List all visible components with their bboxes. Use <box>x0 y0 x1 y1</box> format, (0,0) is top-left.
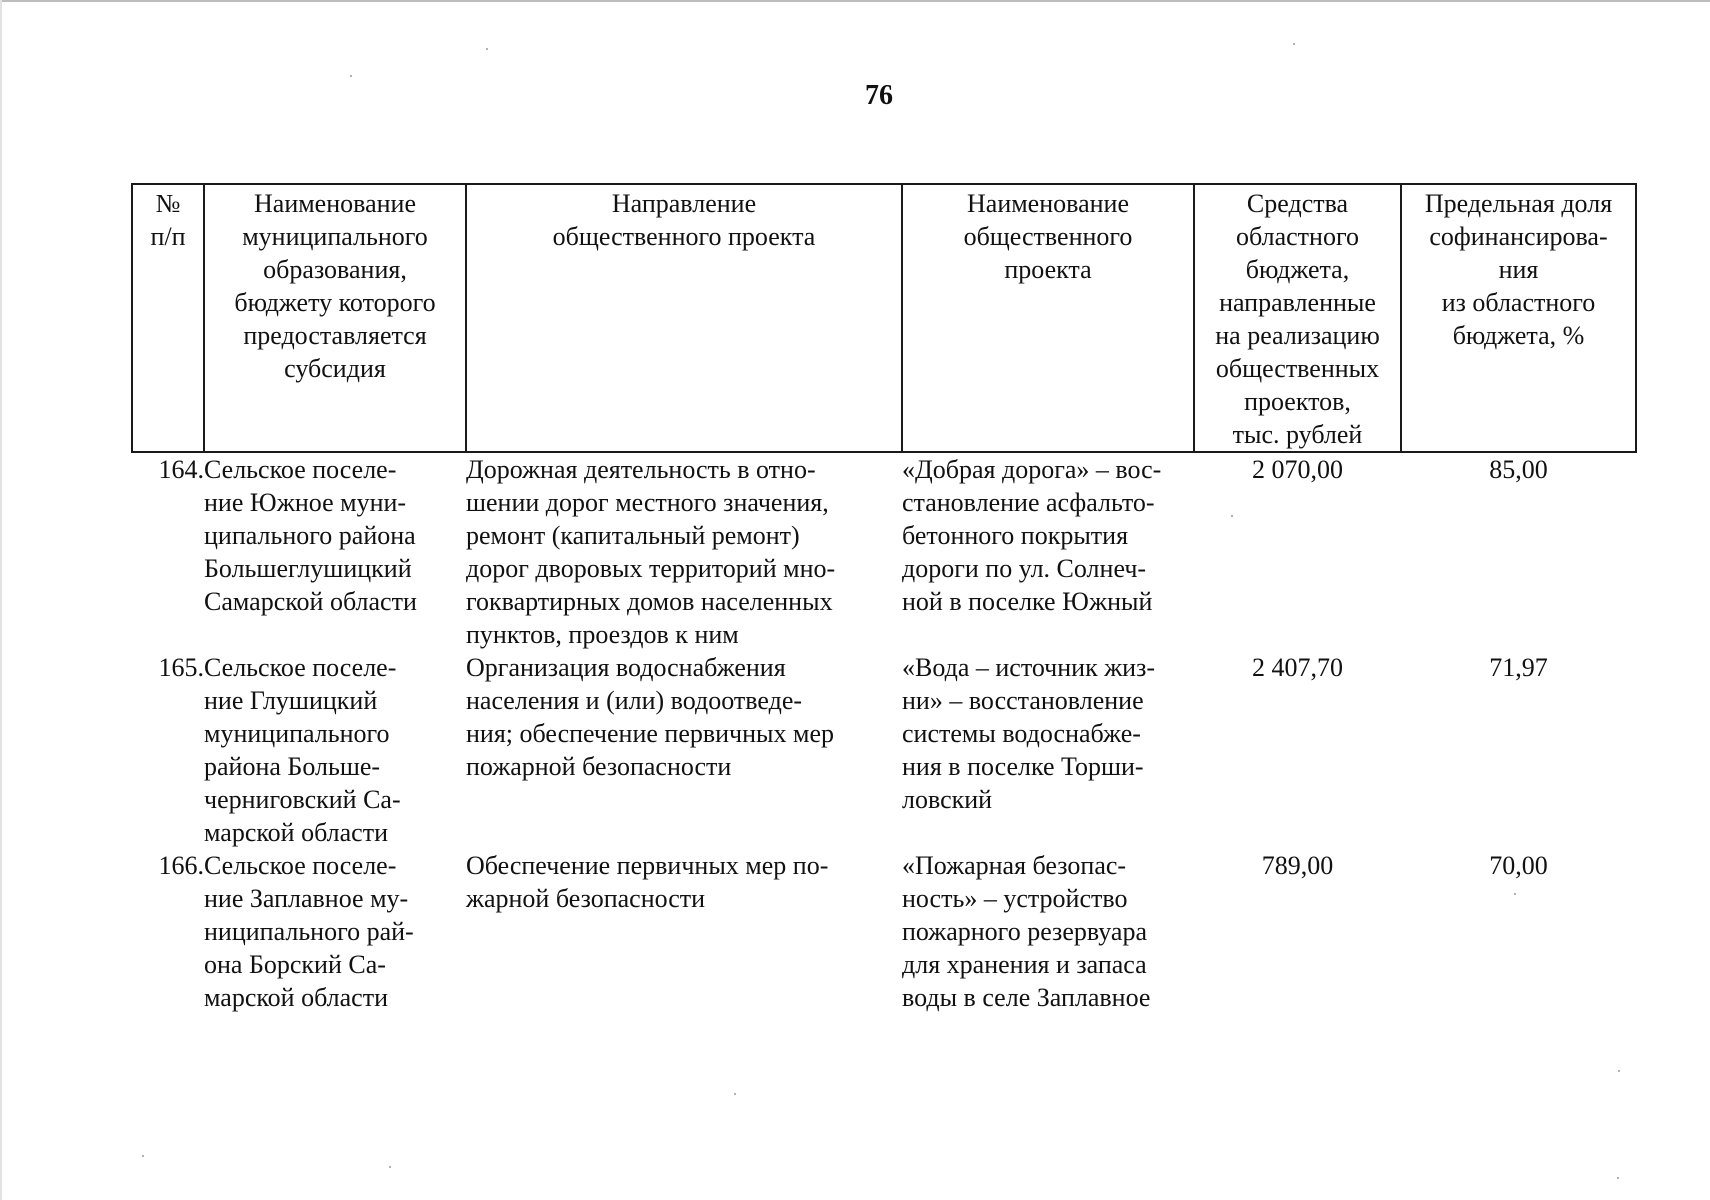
row-direction: Организация водоснабжения населения и (или) водоотведе- ния; обеспечение первичных мер пожарной безопасности <box>466 653 835 781</box>
row-direction: Обеспечение первичных мер по- жарной безопасности <box>466 851 829 913</box>
scan-speck <box>350 75 352 77</box>
row-municipality: Сельское поселе- ние Южное муни- ципального района Большеглушицкий Самарской области <box>204 455 417 616</box>
scan-speck <box>142 1155 144 1157</box>
scan-speck <box>389 1166 391 1168</box>
scan-speck <box>1293 43 1295 45</box>
row-number: 166. <box>158 851 204 880</box>
row-municipality: Сельское поселе- ние Глушицкий муниципального района Больше- черниговский Са- марской области <box>204 653 401 847</box>
table-row <box>132 849 1636 1014</box>
header-number: № п/п <box>132 184 204 452</box>
scan-speck <box>1618 1070 1620 1072</box>
row-funds: 2 070,00 <box>1252 455 1343 484</box>
row-funds: 2 407,70 <box>1252 653 1343 682</box>
scan-left-edge <box>0 0 2 1200</box>
row-direction: Дорожная деятельность в отно- шении дорог местного значения, ремонт (капитальный ремонт) дорог дворовых территорий мно- гоквартирных домов населенных пунктов, проездов к ним <box>466 455 836 649</box>
scan-top-edge <box>0 0 1710 2</box>
row-project: «Вода – источник жиз- ни» – восстановление системы водоснабже- ния в поселке Торши- ловский <box>902 653 1156 814</box>
row-project: «Пожарная безопас- ность» – устройство пожарного резервуара для хранения и запаса воды в селе Заплавное <box>902 851 1151 1012</box>
scan-speck <box>1617 1177 1619 1179</box>
header-funds: Средства областного бюджета, направленные на реализацию общественных проектов, тыс. рублей <box>1194 184 1401 452</box>
scan-speck <box>734 1093 736 1095</box>
row-number: 165. <box>158 653 204 682</box>
subsidy-table <box>131 183 1637 1014</box>
header-share: Предельная доля софинансирова- ния из областного бюджета, % <box>1401 184 1636 452</box>
table-row <box>132 452 1636 651</box>
row-project: «Добрая дорога» – вос- становление асфальто- бетонного покрытия дороги по ул. Солнеч- ной в поселке Южный <box>902 455 1162 616</box>
header-municipality: Наименование муниципального образования, бюджету которого предоставляется субсидия <box>204 184 466 452</box>
row-number: 164. <box>158 455 204 484</box>
row-share: 70,00 <box>1489 851 1548 880</box>
table-header-row <box>132 184 1636 452</box>
page-number: 76 <box>865 80 893 111</box>
table-row <box>132 651 1636 849</box>
row-share: 85,00 <box>1489 455 1548 484</box>
row-funds: 789,00 <box>1261 851 1334 880</box>
header-direction: Направление общественного проекта <box>466 184 902 452</box>
row-municipality: Сельское поселе- ние Заплавное му- ниципального рай- она Борский Са- марской области <box>204 851 414 1012</box>
scan-speck <box>1514 893 1516 895</box>
scan-speck <box>486 48 488 50</box>
header-project: Наименование общественного проекта <box>902 184 1194 452</box>
scan-speck <box>1231 515 1233 517</box>
row-share: 71,97 <box>1489 653 1548 682</box>
